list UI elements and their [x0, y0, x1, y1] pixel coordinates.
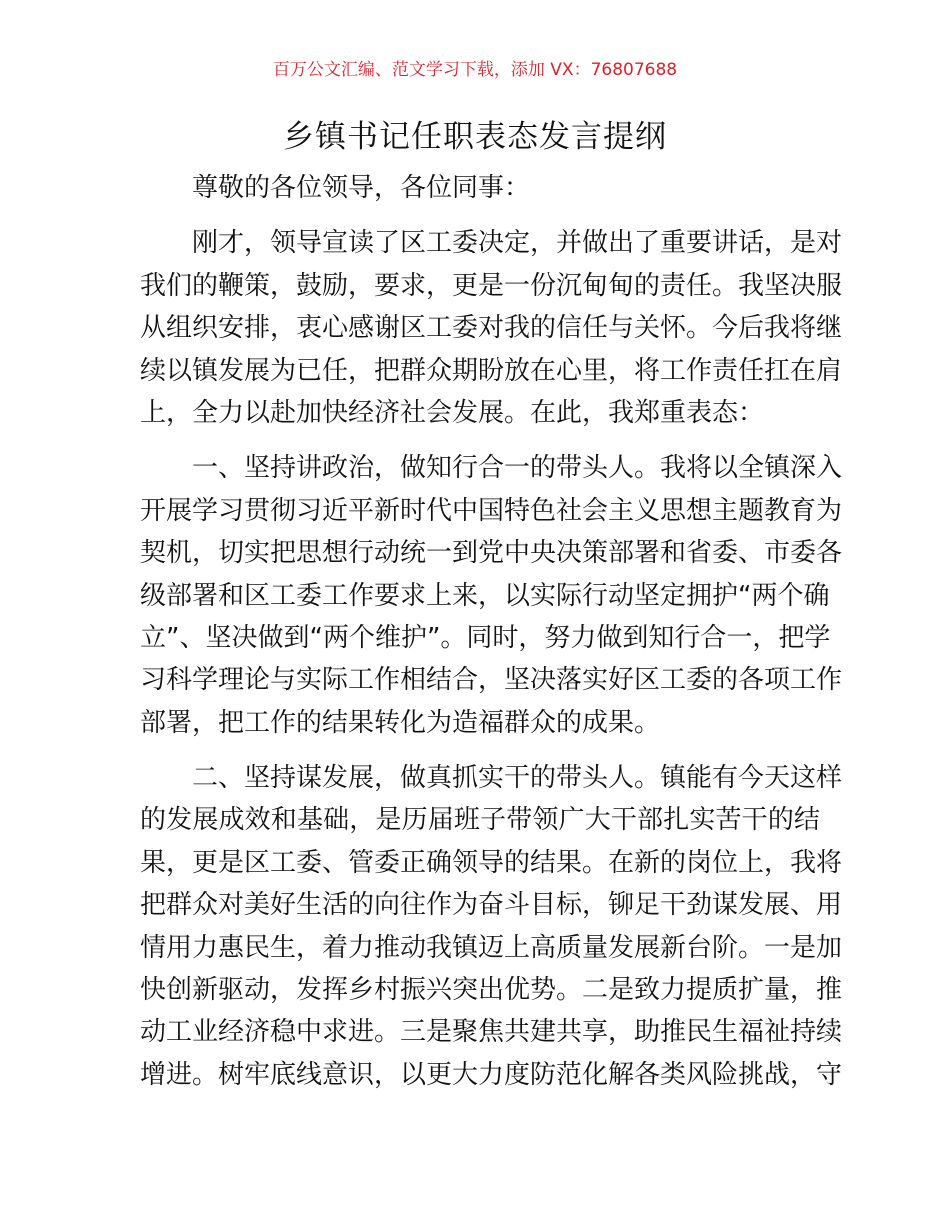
text-line: 尊敬的各位领导，各位同事： [192, 173, 531, 203]
text-line: 快创新驱动，发挥乡村振兴突出优势。二是致力提质扩量，推 [140, 975, 843, 1006]
paragraph [140, 447, 843, 744]
paragraph [140, 222, 843, 434]
text-line: 契机，切实把思想行动统一到党中央决策部署和省委、市委各 [140, 538, 843, 569]
text-line: 级部署和区工委工作要求上来，以实际行动坚定拥护“两个确 [140, 580, 830, 611]
document-body [140, 167, 843, 1109]
text-line: 的发展成效和基础，是历届班子带领广大干部扎实苦干的结 [140, 805, 820, 836]
text-line: 习科学理论与实际工作相结合，坚决落实好区工委的各项工作 [140, 665, 843, 696]
document-title: 乡镇书记任职表态发言提纲 [283, 119, 667, 155]
text-line: 续以镇发展为已任，把群众期盼放在心里，将工作责任扛在肩 [140, 355, 843, 386]
text-line: 上，全力以赴加快经济社会发展。在此，我郑重表态： [140, 397, 765, 428]
paragraph [140, 167, 820, 209]
text-line: 动工业经济稳中求进。三是聚焦共建共享，助推民生福祉持续 [140, 1017, 843, 1048]
text-line: 二、坚持谋发展，做真抓实干的带头人。镇能有今天这样 [192, 763, 843, 794]
text-line: 情用力惠民生，着力推动我镇迈上高质量发展新台阶。一是加 [140, 932, 843, 963]
paragraph [140, 757, 843, 1096]
watermark-header: 百万公文汇编、范文学习下载，添加 VX：76807688 [272, 60, 678, 80]
text-line: 部署，把工作的结果转化为造福群众的成果。 [140, 707, 661, 738]
text-line: 开展学习贯彻习近平新时代中国特色社会主义思想主题教育为 [140, 495, 843, 526]
text-line: 刚才，领导宣读了区工委决定，并做出了重要讲话，是对 [192, 228, 843, 259]
text-line: 果，更是区工委、管委正确领导的结果。在新的岗位上，我将 [140, 847, 843, 878]
text-line: 把群众对美好生活的向往作为奋斗目标，铆足干劲谋发展、用 [140, 890, 843, 921]
text-line: 立”、坚决做到“两个维护”。同时，努力做到知行合一，把学 [140, 622, 831, 653]
text-line: 从组织安排，衷心感谢区工委对我的信任与关怀。今后我将继 [140, 313, 843, 344]
text-line: 增进。树牢底线意识，以更大力度防范化解各类风险挑战，守 [140, 1059, 843, 1090]
text-line: 一、坚持讲政治，做知行合一的带头人。我将以全镇深入 [192, 453, 843, 484]
text-line: 我们的鞭策，鼓励，要求，更是一份沉甸甸的责任。我坚决服 [140, 270, 843, 301]
